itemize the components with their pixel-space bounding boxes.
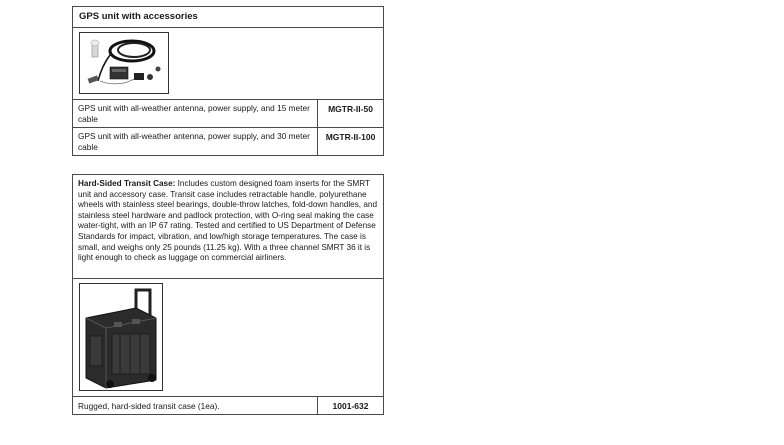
transit-case-item-row xyxy=(73,396,383,414)
gps-item-code: MGTR-II-50 xyxy=(317,100,383,127)
gps-section-title: GPS unit with accessories xyxy=(79,11,198,22)
transit-case-heading: Hard-Sided Transit Case: xyxy=(78,179,176,188)
gps-item-row xyxy=(73,99,383,127)
transit-case-item-description: Rugged, hard-sided transit case (1ea). xyxy=(78,401,220,411)
transit-case-table xyxy=(72,174,384,415)
gps-item-description: GPS unit with all-weather antenna, power supply, and 30 meter cable xyxy=(78,131,310,152)
gps-accessories-table xyxy=(72,6,384,156)
gps-item-description: GPS unit with all-weather antenna, power supply, and 15 meter cable xyxy=(78,103,310,124)
gps-unit-illustration xyxy=(80,33,168,93)
gps-unit-photo xyxy=(79,32,169,94)
transit-case-text: Includes custom designed foam inserts for the SMRT unit and accessory case. Transit case includes retractable handle, polyurethane wheels with stainless steel bearings, double-throw latches, fold-down handles, and stainless steel hardware and padlock protection, with O-ring seal making the case water-tight, with an IP 67 rating. Tested and certified to US Department of Defense Standards for impact, vibration, and low/high storage temperatures. The case is small, and weighs only 25 pounds (11.25 kg). With a three channel SMRT 36 it is light enough to check as luggage on commercial airliners. xyxy=(78,179,378,263)
transit-case-item-code: 1001-632 xyxy=(317,397,383,414)
gps-item-row xyxy=(73,127,383,155)
transit-case-image-row xyxy=(73,278,383,396)
gps-item-code: MGTR-II-100 xyxy=(317,128,383,155)
gps-image-row xyxy=(73,27,383,99)
transit-case-description xyxy=(73,175,383,278)
transit-case-photo xyxy=(79,283,163,391)
transit-case-illustration xyxy=(80,284,162,390)
